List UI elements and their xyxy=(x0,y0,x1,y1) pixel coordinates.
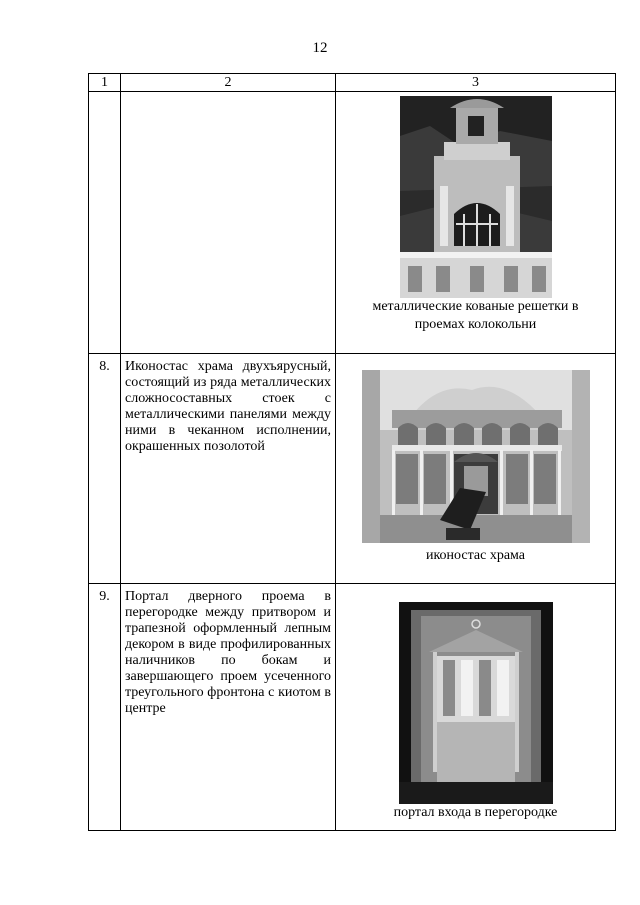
monument-table xyxy=(88,73,616,831)
table-row xyxy=(89,584,616,831)
photo-caption xyxy=(336,804,615,822)
photo-caption xyxy=(336,547,615,565)
row-number xyxy=(89,92,121,354)
row-description: Портал дверного проема в перегородке между притвором и трапезной оформленный лепным декором в виде профилированных наличников по бокам и завершающего проем усеченного треугольного фронтона с киотом в центре xyxy=(121,584,336,831)
row-number: 9. xyxy=(89,584,121,831)
row-number: 8. xyxy=(89,354,121,584)
portal-photo xyxy=(399,602,553,804)
header-col-2: 2 xyxy=(121,74,336,92)
caption-line: проемах колокольни xyxy=(414,317,537,332)
photo-cell xyxy=(336,92,616,354)
photo-caption xyxy=(336,298,615,334)
photo-cell xyxy=(336,584,616,831)
table-row xyxy=(89,354,616,584)
photo-cell xyxy=(336,354,616,584)
caption-line: портал входа в перегородке xyxy=(393,805,558,820)
bell-tower-photo xyxy=(400,96,552,298)
iconostasis-photo xyxy=(362,370,590,543)
header-col-1: 1 xyxy=(89,74,121,92)
header-col-3: 3 xyxy=(336,74,616,92)
page-number: 12 xyxy=(312,40,328,56)
row-description xyxy=(121,92,336,354)
table-header-row xyxy=(89,74,616,92)
table-row xyxy=(89,92,616,354)
row-description: Иконостас храма двухъярусный, состоящий из ряда металлических сложносоставных стоек с металлическими панелями между ними в чеканном исполнении, окрашенных позолотой xyxy=(121,354,336,584)
caption-line: иконостас храма xyxy=(425,548,526,563)
caption-line: металлические кованые решетки в xyxy=(372,299,579,314)
